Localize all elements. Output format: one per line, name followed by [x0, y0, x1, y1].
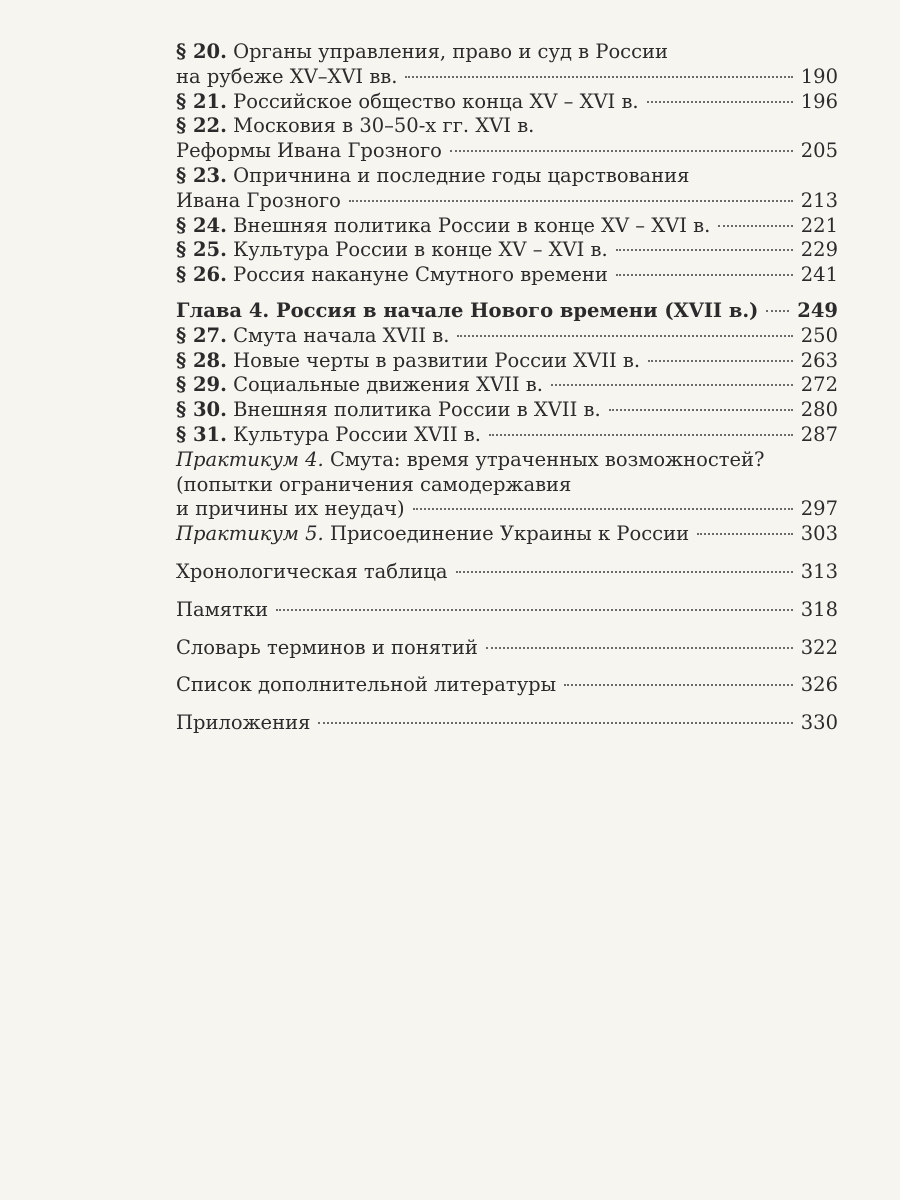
toc-entry-title [176, 673, 556, 698]
toc-entry-title [176, 65, 397, 90]
table-of-contents [176, 40, 838, 736]
title-text: Список дополнительной литературы [176, 673, 557, 697]
toc-entry-title [176, 214, 710, 239]
dot-leader [276, 609, 793, 611]
title-text: Культура России в конце XV – XVI в. [233, 238, 608, 262]
page-number: 221 [800, 213, 838, 237]
title-text: Внешняя политика России в конце XV – XVI в. [233, 213, 711, 237]
title-text: Смута: время утраченных возможностей? [329, 447, 765, 471]
dot-leader [564, 684, 793, 686]
toc-entry-title [176, 114, 534, 137]
toc-entry-title [176, 711, 310, 736]
toc-entry[interactable] [176, 560, 838, 585]
section-number: § 29. [176, 373, 227, 397]
toc-entry-title [176, 398, 601, 423]
page-number: 303 [800, 522, 838, 546]
section-number: § 28. [176, 348, 227, 372]
title-text: на рубеже XV–XVI вв. [176, 64, 398, 88]
toc-entry[interactable] [176, 90, 838, 115]
dot-leader [405, 76, 792, 78]
toc-entry[interactable] [176, 324, 838, 349]
toc-entry[interactable] [176, 214, 838, 239]
page-number: 318 [800, 597, 838, 621]
section-number: § 31. [176, 422, 227, 446]
page-number: 190 [800, 64, 838, 88]
toc-entry-title [176, 263, 608, 288]
dot-leader [450, 150, 793, 152]
title-text: Органы управления, право и суд в России [233, 40, 669, 63]
toc-entry[interactable] [176, 398, 838, 423]
section-number: § 27. [176, 323, 227, 347]
toc-entry[interactable] [176, 40, 838, 90]
toc-entry[interactable] [176, 636, 838, 661]
page-number: 297 [800, 497, 838, 521]
section-number: § 26. [176, 263, 227, 287]
dot-leader [318, 722, 792, 724]
toc-entry-title [176, 522, 689, 547]
page-number: 249 [797, 298, 838, 322]
toc-entry[interactable] [176, 373, 838, 398]
title-text: и причины их неудач) [176, 497, 405, 521]
toc-entry[interactable] [176, 114, 838, 164]
toc-entry[interactable] [176, 349, 838, 374]
practicum-label: Практикум 5. [176, 522, 324, 546]
toc-entry-title [176, 238, 608, 263]
page-number: 241 [800, 263, 838, 287]
dot-leader [413, 508, 793, 510]
title-text: Ивана Грозного [176, 188, 341, 212]
dot-leader [489, 434, 793, 436]
section-number: § 23. [176, 163, 227, 187]
toc-entry[interactable] [176, 711, 838, 736]
title-text: Реформы Ивана Грозного [176, 139, 442, 163]
section-number: § 30. [176, 398, 227, 422]
toc-entry[interactable] [176, 164, 838, 214]
toc-entry-title [176, 598, 268, 623]
section-number: § 20. [176, 40, 227, 63]
title-text: Памятки [176, 597, 269, 621]
title-text: Социальные движения XVII в. [233, 373, 543, 397]
toc-entry-title [176, 560, 448, 585]
title-text: Хронологическая таблица [176, 559, 448, 583]
page-number: 313 [800, 559, 838, 583]
toc-entry-title [176, 423, 481, 448]
toc-entry-title [176, 139, 442, 164]
toc-entry-title [176, 349, 640, 374]
page-number: 196 [800, 89, 838, 113]
toc-entry-title [176, 324, 449, 349]
toc-entry[interactable] [176, 299, 838, 324]
title-text: Новые черты в развитии России XVII в. [233, 348, 641, 372]
title-text: Глава 4. Россия в начале Нового времени (XVII в.) [176, 298, 759, 322]
dot-leader [718, 225, 793, 227]
toc-entry-title [176, 164, 689, 187]
dot-leader [609, 409, 793, 411]
toc-entry-title [176, 189, 341, 214]
toc-entry-title [176, 636, 478, 661]
toc-entry-title [176, 373, 543, 398]
dot-leader [647, 101, 793, 103]
title-text: Московия в 30–50-х гг. XVI в. [233, 114, 535, 138]
dot-leader [456, 571, 793, 573]
toc-entry[interactable] [176, 448, 838, 522]
title-text: (попытки ограничения самодержавия [176, 472, 572, 496]
toc-entry[interactable] [176, 598, 838, 623]
title-text: Культура России XVII в. [233, 422, 481, 446]
page-number: 272 [800, 373, 838, 397]
page-number: 326 [800, 673, 838, 697]
title-text: Присоединение Украины к России [329, 522, 690, 546]
page-number: 330 [800, 711, 838, 735]
title-text: Словарь терминов и понятий [176, 635, 478, 659]
title-text: Опричнина и последние годы царствования [233, 163, 690, 187]
toc-entry[interactable] [176, 263, 838, 288]
toc-entry-title [176, 473, 571, 496]
title-text: Российское общество конца XV – XVI в. [233, 89, 639, 113]
section-number: § 24. [176, 213, 227, 237]
toc-entry[interactable] [176, 423, 838, 448]
dot-leader [349, 200, 793, 202]
dot-leader [457, 335, 792, 337]
page-number: 263 [800, 348, 838, 372]
dot-leader [616, 249, 793, 251]
toc-entry[interactable] [176, 238, 838, 263]
practicum-label: Практикум 4. [176, 447, 324, 471]
dot-leader [551, 384, 793, 386]
page-number: 250 [800, 323, 838, 347]
page-number: 213 [800, 188, 838, 212]
page-number: 322 [800, 635, 838, 659]
dot-leader [616, 274, 793, 276]
title-text: Внешняя политика России в XVII в. [233, 398, 601, 422]
toc-entry[interactable] [176, 522, 838, 547]
page-number: 287 [800, 422, 838, 446]
toc-entry-title [176, 40, 668, 63]
title-text: Приложения [176, 711, 311, 735]
toc-entry-title [176, 299, 758, 324]
title-text: Смута начала XVII в. [233, 323, 450, 347]
toc-entry-title [176, 448, 765, 471]
page-number: 229 [800, 238, 838, 262]
section-number: § 22. [176, 114, 227, 138]
dot-leader [648, 360, 793, 362]
dot-leader [486, 647, 793, 649]
dot-leader [697, 533, 793, 535]
dot-leader [766, 310, 789, 312]
title-text: Россия накануне Смутного времени [233, 263, 608, 287]
section-number: § 25. [176, 238, 227, 262]
section-number: § 21. [176, 89, 227, 113]
toc-entry-title [176, 90, 639, 115]
toc-entry-title [176, 497, 405, 522]
page-number: 280 [800, 398, 838, 422]
toc-entry[interactable] [176, 673, 838, 698]
page-number: 205 [800, 139, 838, 163]
